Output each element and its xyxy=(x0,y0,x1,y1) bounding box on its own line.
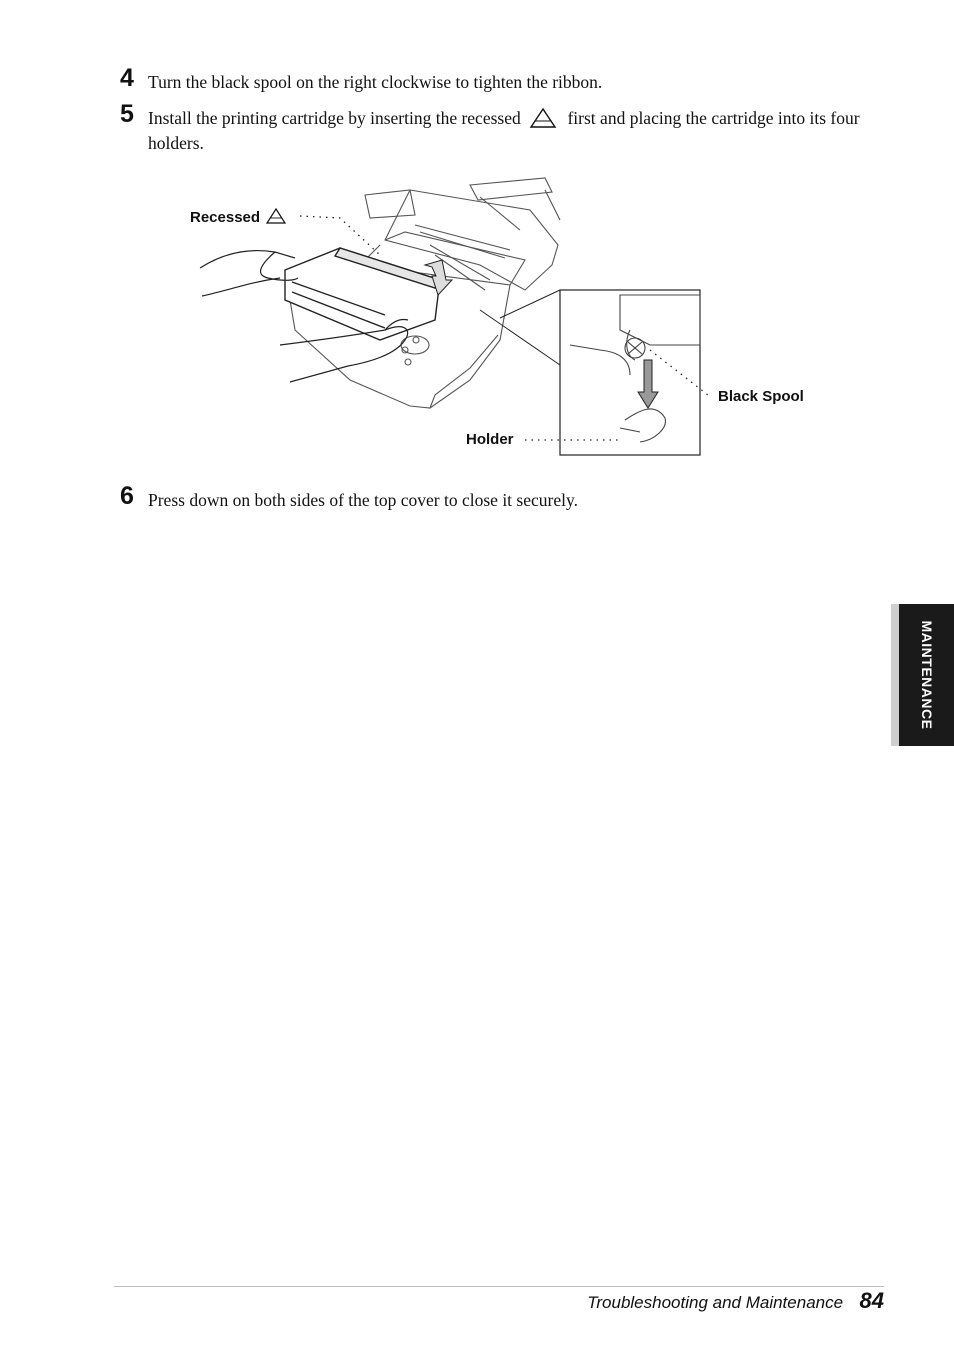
page-footer xyxy=(587,1288,884,1314)
step-number: 4 xyxy=(120,64,134,92)
page-number: 84 xyxy=(859,1288,884,1313)
triangle-symbol-icon xyxy=(529,107,557,129)
step-text: Turn the black spool on the right clockwise to tighten the ribbon. xyxy=(148,72,603,92)
step-text xyxy=(148,106,890,156)
recessed-callout xyxy=(190,208,286,226)
footer-divider xyxy=(114,1286,884,1287)
step-number: 6 xyxy=(120,482,134,510)
holder-callout: Holder xyxy=(466,431,514,448)
cartridge-install-figure xyxy=(180,170,820,465)
step-text: Press down on both sides of the top cover to close it securely. xyxy=(148,490,578,510)
step-number: 5 xyxy=(120,100,134,128)
step-5 xyxy=(120,100,890,156)
triangle-symbol-icon xyxy=(266,208,286,224)
chapter-tab-label: MAINTENANCE xyxy=(918,620,935,730)
step-4 xyxy=(120,64,890,95)
step-6 xyxy=(120,482,890,513)
step-text-after: first and placing the cartridge into its four holders. xyxy=(148,108,860,153)
black-spool-callout: Black Spool xyxy=(718,388,804,405)
footer-title: Troubleshooting and Maintenance xyxy=(587,1293,844,1312)
recessed-label: Recessed xyxy=(190,209,261,226)
step-text-before: Install the printing cartridge by inserting the recessed xyxy=(148,108,521,128)
chapter-tab xyxy=(899,604,954,746)
